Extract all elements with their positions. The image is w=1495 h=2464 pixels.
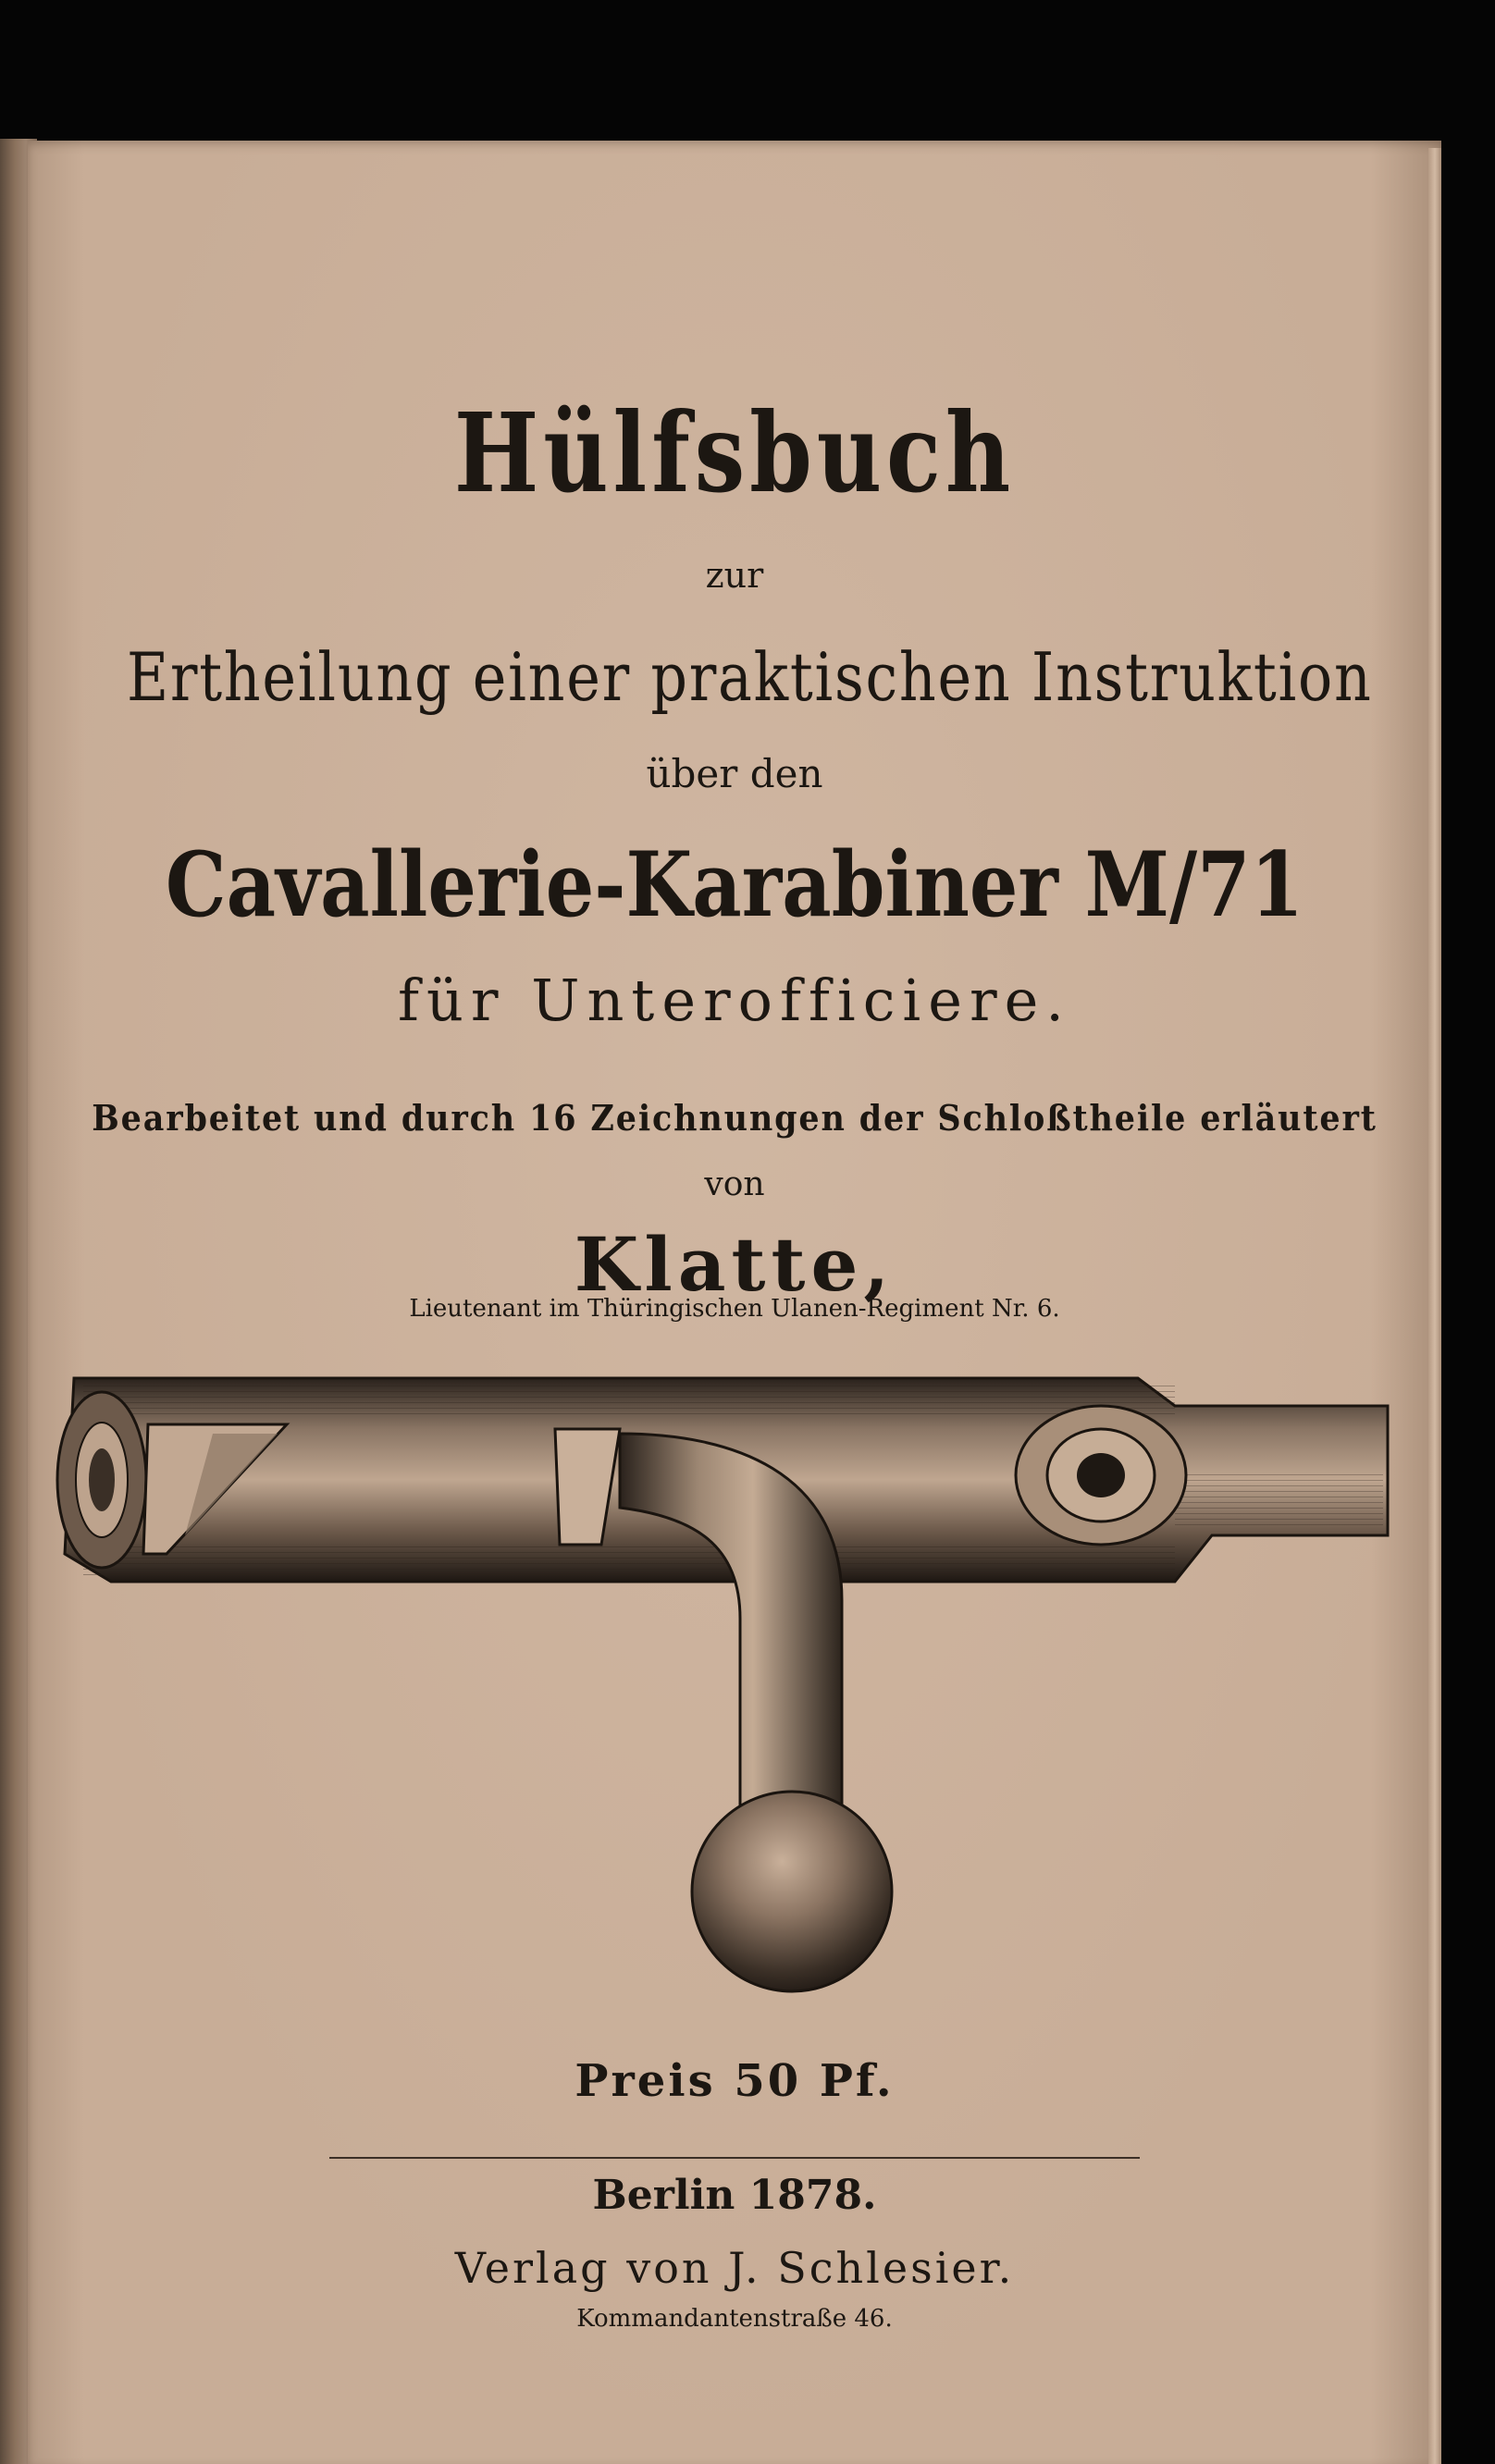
publisher-address: Kommandantenstraße 46. [576, 2305, 893, 2333]
author-connector-von: von [704, 1165, 765, 1203]
author-name: Klatte, [574, 1221, 896, 1308]
rifle-bolt-illustration [28, 1369, 1415, 1998]
price: Preis 50 Pf. [575, 2055, 895, 2107]
publisher: Verlag von J. Schlesier. [454, 2243, 1015, 2293]
author-rank: Lieutenant im Thüringischen Ulanen-Regiment Nr. 6. [409, 1295, 1060, 1323]
place-and-year: Berlin 1878. [592, 2172, 877, 2219]
title-connector-ueber: über den [646, 751, 823, 796]
horizontal-rule [329, 2157, 1140, 2159]
subject-title: Cavallerie-Karabiner M/71 [165, 832, 1304, 937]
subtitle-line: Ertheilung einer praktischen Instruktion [126, 638, 1373, 716]
edited-line: Bearbeitet und durch 16 Zeichnungen der Schloßtheile erläutert [92, 1097, 1378, 1139]
book-title: Hülfsbuch [453, 388, 1016, 517]
title-connector-zur: zur [705, 555, 764, 596]
audience-line: für Unterofficiere. [398, 967, 1071, 1034]
